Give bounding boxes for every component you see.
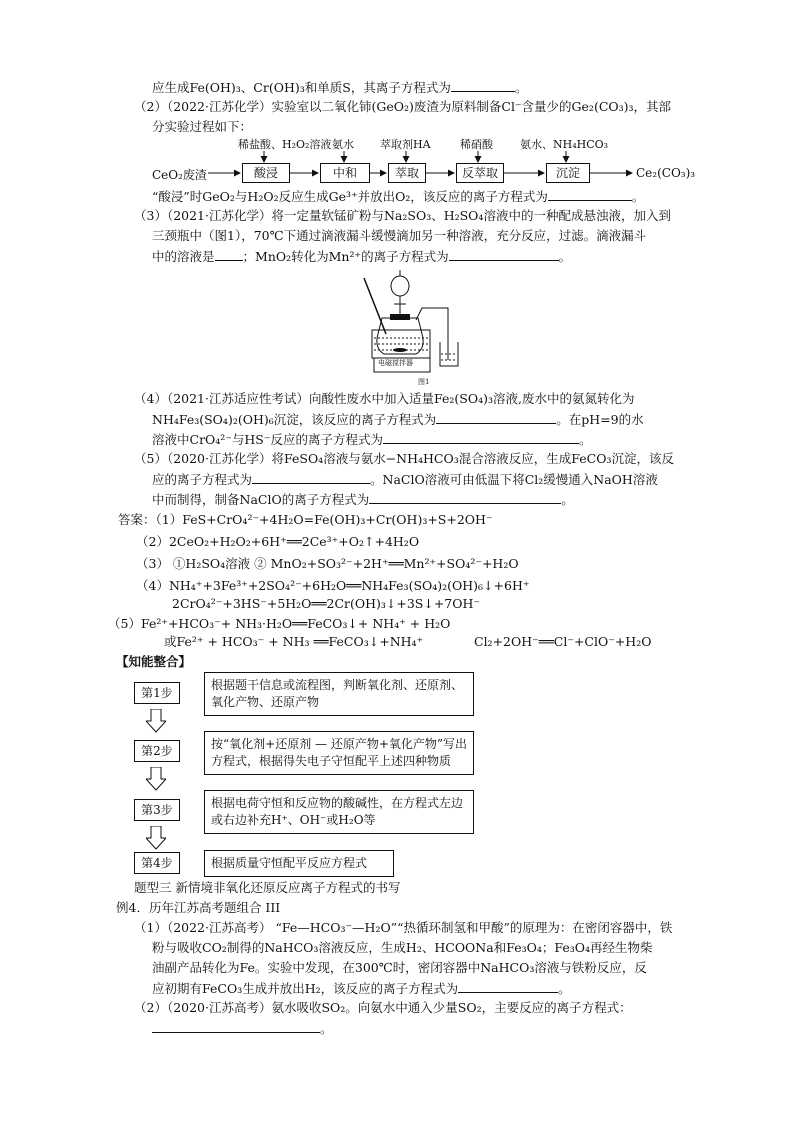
figure-caption: 图1 [418,378,430,386]
answers-line1: 答案：（1）FeS+CrO₄²⁻+4H₂O=Fe(OH)₃+Cr(OH)₃+S+2OH⁻ [118,512,493,527]
q5-line2: 应的离子方程式为 。NaClO溶液可由低温下将Cl₂缓慢通入NaOH溶液 [152,472,658,487]
apparatus-figure [360,268,490,396]
flow-end: Ce₂(CO₃)₃ [636,166,696,180]
q4-line3: 溶液中CrO₄²⁻与HS⁻反应的离子方程式为 。 [152,432,592,447]
q2-line3: “酸浸”时GeO₂与H₂O₂反应生成Ge³⁺并放出O₂，该反应的离子方程式为 。 [152,189,645,204]
flow-start: CeO₂废渣 [152,168,207,182]
answer-blank[interactable] [383,431,579,444]
flow-step-box: 萃取 [388,163,426,183]
reagent-label: 稀硝酸 [460,138,493,151]
integration-heading: 【知能整合】 [116,654,192,669]
answer-blank[interactable] [449,248,559,261]
reagent-label: 稀盐酸、H₂O₂溶液 [238,138,332,151]
ex4-p1-line3: 油副产品转化为Fe。实验中发现，在300℃时，密闭容器中NaHCO₃溶液与铁粉反应，反 [152,960,647,975]
reagent-label: 氨水 [332,138,354,151]
step-description: 按“氧化剂+还原剂 — 还原产物+氧化产物”写出方程式，根据得失电子守恒配平上述四种物质 [204,731,474,775]
ex4-p1-line1: （1）（2022·江苏高考） “Fe—HCO₃⁻—H₂O”“热循环制氢和甲酸”的原理为：在密闭容器中，铁 [134,920,673,935]
reagent-label: 氨水、NH₄HCO₃ [520,138,609,151]
flow-step-box: 中和 [320,163,370,183]
answer-4a: （4）NH₄⁺+3Fe³⁺+2SO₄²⁻+6H₂O══NH₄Fe₃(SO₄)₂(OH)₆↓+6H⁺ [136,578,530,593]
reagent-label: 萃取剂HA [380,138,431,151]
answer-blank[interactable] [458,980,558,993]
flow-step-box: 沉淀 [546,163,590,183]
step-description: 根据题干信息或流程图，判断氧化剂、还原剂、氧化产物、还原产物 [204,672,474,716]
answer-5b: 或Fe²⁺ + HCO₃⁻ + NH₃ ══FeCO₃↓+NH₄⁺ [164,634,424,649]
step-description: 根据质量守恒配平反应方程式 [204,850,394,877]
down-arrow-icon [146,709,166,733]
answer-blank[interactable] [369,491,561,504]
answer-4b: 2CrO₄²⁻+3HS⁻+5H₂O══2Cr(OH)₃↓+3S↓+7OH⁻ [172,596,481,611]
q5-line3: 中而制得，制备NaClO的离子方程式为 。 [152,492,574,507]
answer-3: （3） ①H₂SO₄溶液 ② MnO₂+SO₃²⁻+2H⁺══Mn²⁺+SO₄²⁻+H₂O [136,556,519,571]
stirrer-label: 电磁搅拌器 [378,359,413,367]
section-title: 题型三 新情境非氧化还原反应离子方程式的书写 [134,880,401,895]
answers-label: 答案： [118,512,156,527]
q2-line2: 分实验过程如下： [152,119,253,134]
q4-line1: （4）（2021·江苏适应性考试）向酸性废水中加入适量Fe₂(SO₄)₃溶液,废水中的氨氮转化为 [134,391,635,406]
q3-line2: 三颈瓶中（图1），70℃下通过滴液漏斗缓慢滴加另一种溶液，充分反应，过滤。滴液漏斗 [152,228,647,243]
ex4-p1-line2: 粉与吸收CO₂制得的NaHCO₃溶液反应，生成H₂、HCOONa和Fe₃O₄；Fe₃O₄再经生物柴 [152,940,653,955]
q3-line3: 中的溶液是 ；MnO₂转化为Mn²⁺的离子方程式为 。 [152,249,572,264]
ex4-p1-line4: 应初期有FeCO₃生成并放出H₂，该反应的离子方程式为 。 [152,981,571,996]
flow-step-box: 酸浸 [242,163,290,183]
answer-blank[interactable] [152,1020,320,1033]
down-arrow-icon [146,767,166,791]
down-arrow-icon [146,826,166,850]
step-label: 第3步 [134,799,180,821]
example-title: 例4．历年江苏高考题组合 III [116,900,281,915]
q2-line1: （2）（2022·江苏化学）实验室以二氧化铈(GeO₂)废渣为原料制备Cl⁻含量少的Ge₂(CO₃)₃，其部 [134,99,672,114]
step-label: 第1步 [134,682,180,704]
step-label: 第4步 [134,852,180,874]
answer-5a: （5）Fe²⁺+HCO₃⁻+ NH₃·H₂O══FeCO₃↓+ NH₄⁺ + H₂O [108,616,451,631]
answer-blank[interactable] [252,471,370,484]
q1-tail-line: 应生成Fe(OH)₃、Cr(OH)₃和单质S，其离子方程式为 。 [152,80,528,95]
ex4-p2-line1: （2）（2020·江苏高考）氨水吸收SO₂。向氨水中通入少量SO₂，主要反应的离子方程式： [134,1000,632,1015]
step-label: 第2步 [134,740,180,762]
answer-5c: Cl₂+2OH⁻══Cl⁻+ClO⁻+H₂O [474,634,652,649]
answer-blank[interactable] [215,248,243,261]
flow-step-box: 反萃取 [456,163,504,183]
ex4-p2-line2: 。 [152,1020,333,1037]
q5-line1: （5）（2020·江苏化学）将FeSO₄溶液与氨水−NH₄HCO₃混合溶液反应，生成FeCO₃沉淀，该反 [134,451,674,466]
answer-blank[interactable] [548,188,632,201]
q3-line1: （3）（2021·江苏化学）将一定量软锰矿粉与Na₂SO₃、H₂SO₄溶液中的一种配成悬浊液，加入到 [134,208,671,223]
answer-blank[interactable] [436,411,556,424]
answer-2: （2）2CeO₂+H₂O₂+6H⁺══2Ce³⁺+O₂↑+4H₂O [136,534,420,549]
step-description: 根据电荷守恒和反应物的酸碱性，在方程式左边或右边补充H⁺、OH⁻或H₂O等 [204,790,474,834]
q4-line2: NH₄Fe₃(SO₄)₂(OH)₆沉淀，该反应的离子方程式为 。在pH=9的水 [152,412,644,427]
